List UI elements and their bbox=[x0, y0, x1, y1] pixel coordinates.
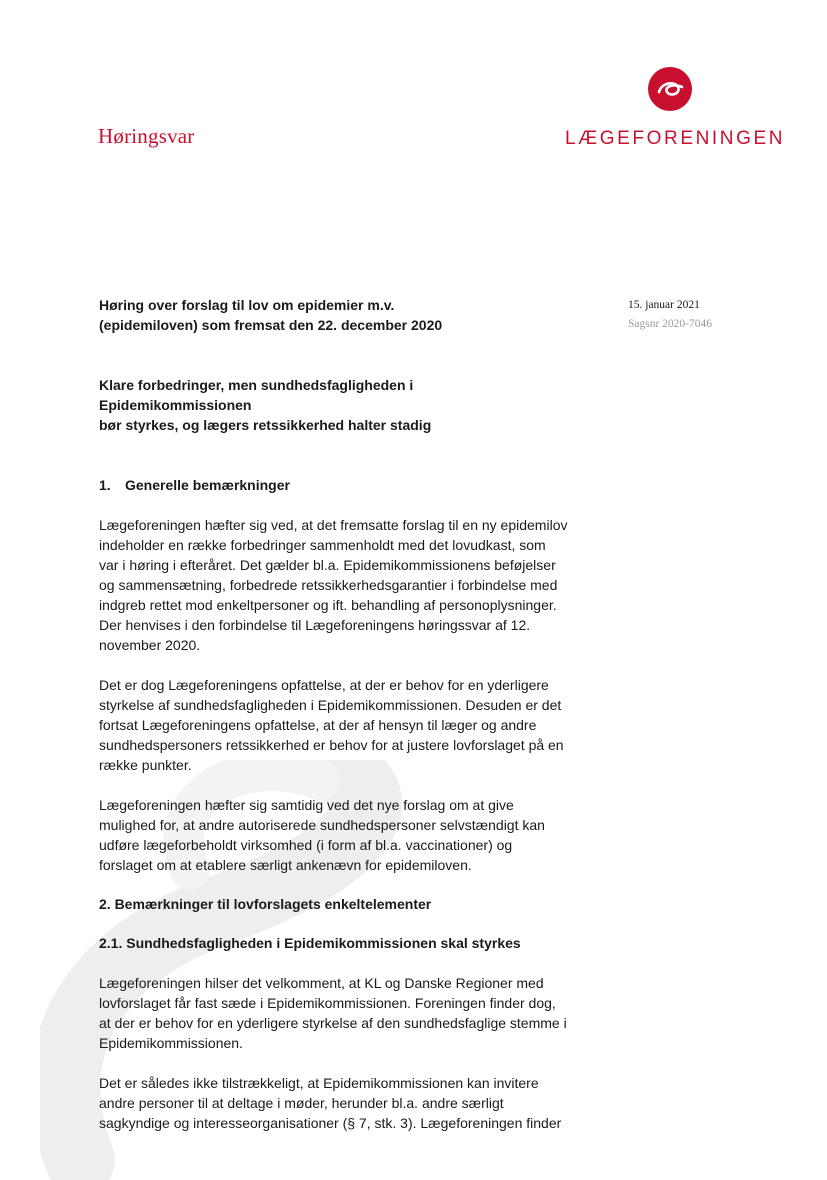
section-1-paragraph-2: Det er dog Lægeforeningens opfattelse, at der er behov for en yderligere styrkelse af sundhedsfagligheden i Epidemikommissionen. Desuden er det fortsat Lægeforeningens opfattelse, at der af hensyn til læger og andre sundhedspersoners retssikkerhed er behov for at justere lovforslaget på en række punkter. bbox=[99, 677, 564, 773]
document-date: 15. januar 2021 bbox=[628, 299, 700, 311]
title-line-2: (epidemiloven) som fremsat den 22. december 2020 bbox=[99, 317, 443, 333]
section-1-title: Generelle bemærkninger bbox=[125, 477, 290, 493]
section-1-number: 1. bbox=[99, 477, 111, 493]
section-1-heading bbox=[99, 475, 569, 495]
snake-staff-icon bbox=[648, 67, 692, 111]
document-body bbox=[99, 295, 569, 1133]
document-type: Høringsvar bbox=[98, 124, 195, 148]
section-2-heading: 2. Bemærkninger til lovforslagets enkeltelementer bbox=[99, 896, 432, 912]
section-2-paragraph-1: Lægeforeningen hilser det velkomment, at KL og Danske Regioner med lovforslaget får fast sæde i Epidemikommissionen. Foreningen finder dog, at der er behov for en yderligere styrkelse af den sundhedsfaglige stemme i Epidemikommissionen. bbox=[99, 975, 567, 1051]
section-1-paragraph-1: Lægeforeningen hæfter sig ved, at det fremsatte forslag til en ny epidemilov indeholder en række forbedringer sammenholdt med det lovudkast, som var i høring i efteråret. Det gælder bl.a. Epidemikommissionens beføjelser og sammensætning, forbedrede retssikkerhedsgarantier i forbindelse med indgreb rettet mod enkeltpersoner og ift. behandling af personoplysninger. Der henvises i den forbindelse til Lægeforeningens høringssvar af 12. november 2020. bbox=[99, 517, 568, 653]
section-2-paragraph-2: Det er således ikke tilstrækkeligt, at Epidemikommissionen kan invitere andre personer til at deltage i møder, herunder bl.a. andre særligt sagkyndige og interesseorganisationer (§ 7, stk. 3). Lægeforeningen finder bbox=[99, 1075, 562, 1131]
document-meta bbox=[628, 296, 712, 334]
brand-name: LÆGEFORENINGEN bbox=[565, 128, 786, 149]
case-number: Sagsnr 2020-7046 bbox=[628, 318, 713, 330]
section-2-1-heading: 2.1. Sundhedsfagligheden i Epidemikommissionen skal styrkes bbox=[99, 935, 521, 951]
subtitle-line-2: bør styrkes, og lægers retssikkerhed halter stadig bbox=[99, 417, 432, 433]
section-1-paragraph-3: Lægeforeningen hæfter sig samtidig ved det nye forslag om at give mulighed for, at andre autoriserede sundhedspersoner selvstændigt kan udføre lægeforbeholdt virksomhed (i form af bl.a. vaccinationer) og forslaget om at etablere særligt ankenævn for epidemiloven. bbox=[99, 797, 545, 873]
subtitle-line-1: Klare forbedringer, men sundhedsfagligheden i Epidemikommissionen bbox=[99, 377, 414, 413]
title-line-1: Høring over forslag til lov om epidemier m.v. bbox=[99, 297, 395, 313]
